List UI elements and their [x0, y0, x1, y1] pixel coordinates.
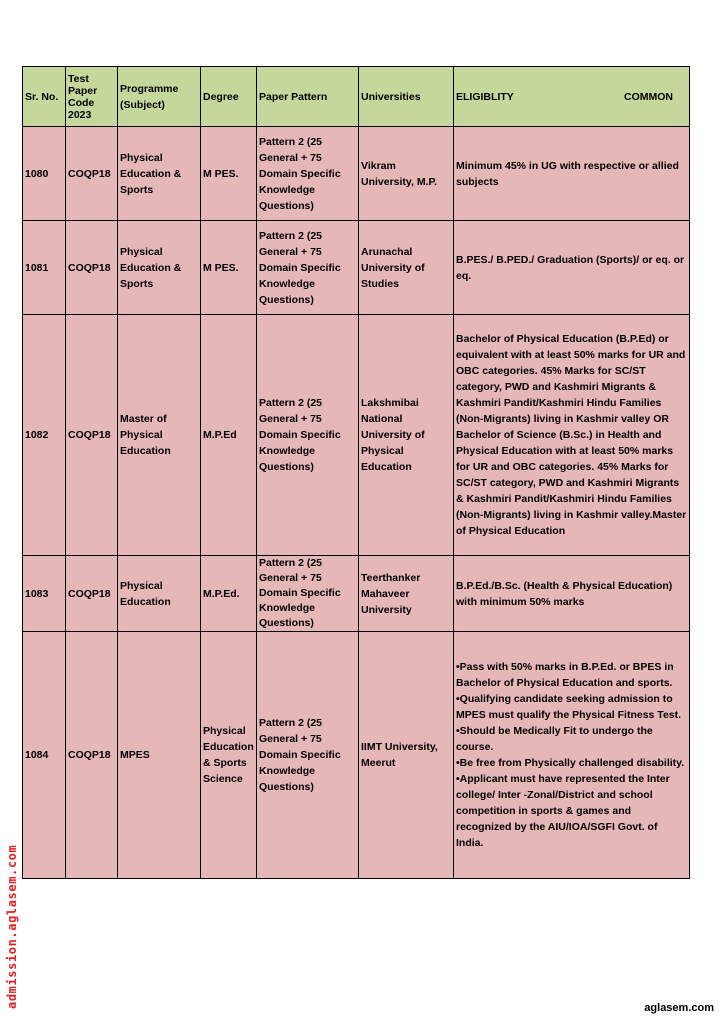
cell-sr-no: 1084 — [23, 632, 66, 879]
cell-university: Teerthanker Mahaveer University — [359, 556, 454, 632]
cell-sr-no: 1080 — [23, 127, 66, 221]
cell-eligibility: B.P.Ed./B.Sc. (Health & Physical Education) with minimum 50% marks — [454, 556, 690, 632]
eligibility-point: •Pass with 50% marks in B.P.Ed. or BPES in Bachelor of Physical Education and sports. — [456, 661, 674, 689]
cell-pattern: Pattern 2 (25 General + 75 Domain Specific Knowledge Questions) — [257, 315, 359, 556]
cell-code: COQP18 — [66, 221, 118, 315]
cell-code: COQP18 — [66, 315, 118, 556]
cell-eligibility: B.PES./ B.PED./ Graduation (Sports)/ or eq. or eq. — [454, 221, 690, 315]
cell-code: COQP18 — [66, 632, 118, 879]
cell-sr-no: 1081 — [23, 221, 66, 315]
header-universities: Universities — [359, 67, 454, 127]
cell-university: Arunachal University of Studies — [359, 221, 454, 315]
header-common: COMMON — [624, 90, 673, 103]
cell-degree: M.P.Ed. — [201, 556, 257, 632]
eligibility-table — [22, 66, 690, 879]
watermark-text: admission.aglasem.com — [5, 844, 19, 1009]
cell-programme: Master of Physical Education — [118, 315, 201, 556]
cell-degree: Physical Education & Sports Science — [201, 632, 257, 879]
header-programme: Programme (Subject) — [118, 67, 201, 127]
header-eligibility-cell — [454, 67, 690, 127]
cell-pattern: Pattern 2 (25 General + 75 Domain Specific Knowledge Questions) — [257, 221, 359, 315]
cell-eligibility — [454, 632, 690, 879]
header-degree: Degree — [201, 67, 257, 127]
cell-university: Vikram University, M.P. — [359, 127, 454, 221]
table-row — [23, 556, 690, 632]
footer-brand: aglasem.com — [644, 1002, 714, 1014]
cell-programme: MPES — [118, 632, 201, 879]
table-row — [23, 127, 690, 221]
cell-pattern: Pattern 2 (25 General + 75 Domain Specific Knowledge Questions) — [257, 127, 359, 221]
cell-programme: Physical Education & Sports — [118, 221, 201, 315]
cell-sr-no: 1083 — [23, 556, 66, 632]
cell-programme: Physical Education & Sports — [118, 127, 201, 221]
header-eligibility: ELIGIBLITY — [456, 90, 514, 103]
cell-programme: Physical Education — [118, 556, 201, 632]
header-row — [23, 67, 690, 127]
cell-eligibility: Minimum 45% in UG with respective or allied subjects — [454, 127, 690, 221]
eligibility-point: •Qualifying candidate seeking admission to MPES must qualify the Physical Fitness Test. — [456, 693, 682, 721]
cell-sr-no: 1082 — [23, 315, 66, 556]
header-paper-pattern: Paper Pattern — [257, 67, 359, 127]
cell-degree: M PES. — [201, 221, 257, 315]
table-row — [23, 632, 690, 879]
cell-code: COQP18 — [66, 127, 118, 221]
eligibility-point: •Applicant must have represented the Inter college/ Inter -Zonal/District and school competition in sports & games and recognized by the AIU/IOA/SGFI Govt. of India. — [456, 773, 670, 849]
cell-degree: M PES. — [201, 127, 257, 221]
cell-university: IIMT University, Meerut — [359, 632, 454, 879]
cell-pattern: Pattern 2 (25 General + 75 Domain Specific Knowledge Questions) — [257, 632, 359, 879]
table-row — [23, 315, 690, 556]
cell-university: Lakshmibai National University of Physical Education — [359, 315, 454, 556]
eligibility-point: •Be free from Physically challenged disability. — [456, 757, 685, 769]
header-sr-no: Sr. No. — [23, 67, 66, 127]
table-row — [23, 221, 690, 315]
cell-pattern: Pattern 2 (25 General + 75 Domain Specific Knowledge Questions) — [257, 556, 359, 632]
header-test-paper-code: Test Paper Code 2023 — [66, 67, 118, 127]
cell-degree: M.P.Ed — [201, 315, 257, 556]
cell-code: COQP18 — [66, 556, 118, 632]
cell-eligibility: Bachelor of Physical Education (B.P.Ed) or equivalent with at least 50% marks for UR and OBC categories. 45% Marks for SC/ST category, PWD and Kashmiri Migrants & Kashmiri Pandit/Kashmiri Hindu Families (Non-Migrants) living in Kashmir valley OR Bachelor of Science (B.Sc.) in Health and Physical Education with at least 50% marks for UR and OBC categories. 45% Marks for SC/ST category, PWD and Kashmiri Migrants & Kashmiri Pandit/Kashmiri Hindu Families (Non-Migrants) living in Kashmir valley.Master of Physical Education — [454, 315, 690, 556]
eligibility-point: •Should be Medically Fit to undergo the course. — [456, 725, 653, 753]
